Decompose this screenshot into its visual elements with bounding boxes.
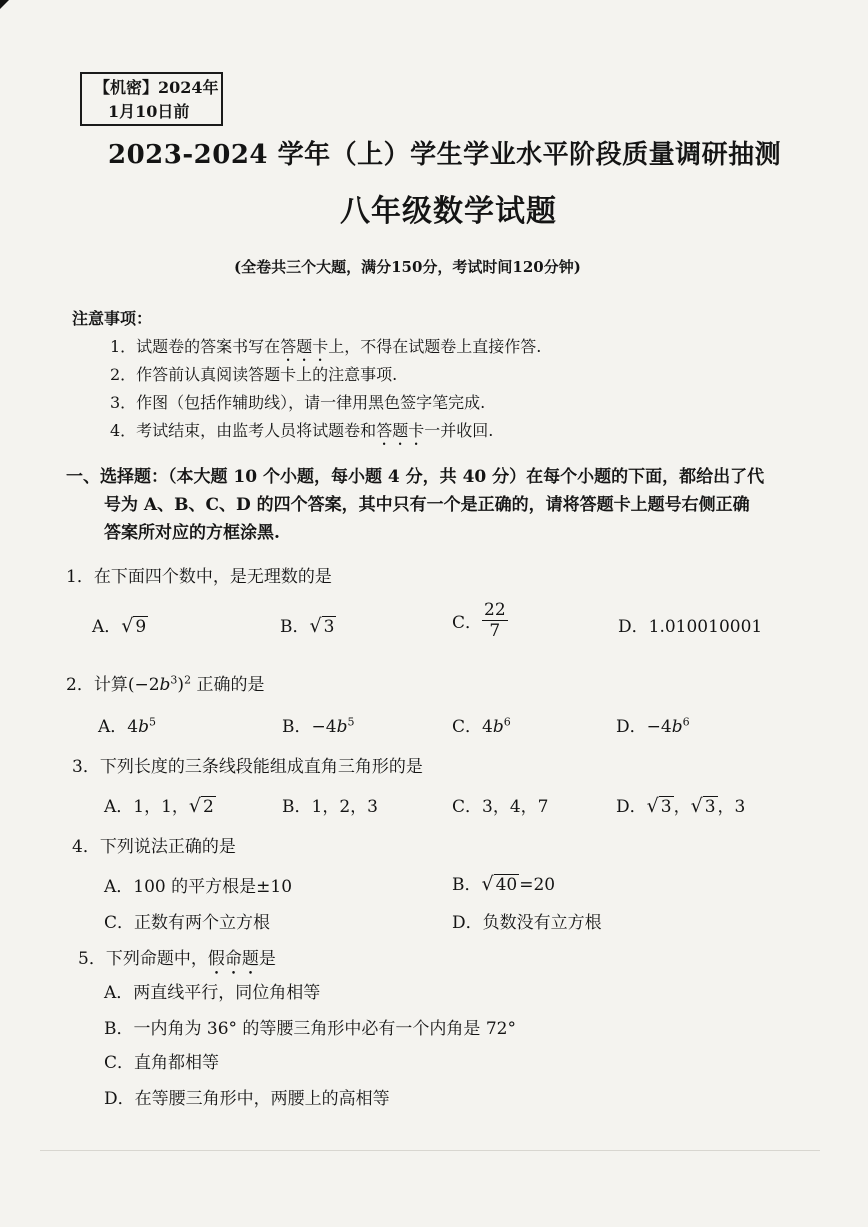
radical-sign: √ <box>646 795 659 817</box>
q3-a-values: 1，1， <box>133 797 189 817</box>
note-1-text-c: 上，不得在试题卷上直接作答. <box>328 337 542 356</box>
section-1-line-2: 号为 A、B、C、D 的四个答案，其中只有一个是正确的，请将答题卡上题号右侧正确 <box>104 495 750 515</box>
q1-c-label: C． <box>452 613 483 633</box>
q4-option-d: D．负数没有立方根 <box>452 913 602 933</box>
section-1-line-3: 答案所对应的方框涂黑. <box>104 523 280 543</box>
q4-b-radicand: 40 <box>495 875 518 895</box>
q5-stem-text-a: 5．下列命题中， <box>78 949 208 969</box>
note-2: 2．作答前认真阅读答题卡上的注意事项. <box>110 365 398 384</box>
notes-heading: 注意事项： <box>72 309 153 328</box>
q2-option-d <box>616 712 690 737</box>
question-5-stem <box>78 944 276 979</box>
q2-stem-text: 2．计算 <box>66 675 128 695</box>
q3-d-radicand-2: 3 <box>704 797 716 817</box>
q2-d-var: b <box>671 717 683 737</box>
q4-b-label: B． <box>452 875 482 895</box>
q2-b-coef: −4 <box>311 717 337 737</box>
note-1-text-a: 1．试题卷的答案书写在 <box>110 337 281 356</box>
q2-b-exp: 5 <box>347 715 355 729</box>
section-1-line-1: 一、选择题：（本大题 10 个小题，每小题 4 分，共 40 分）在每个小题的下面，都给出了代 <box>66 467 765 487</box>
q2-b-label: B． <box>282 717 312 737</box>
q2-b-var: b <box>336 717 348 737</box>
q1-a-radicand: 9 <box>135 617 147 637</box>
fraction-numerator: 22 <box>484 600 506 620</box>
radical-sign: √ <box>121 615 134 637</box>
q5-stem-emphasis: 假命题 <box>207 949 259 969</box>
q5-option-d: D．在等腰三角形中，两腰上的高相等 <box>104 1089 390 1109</box>
fraction-denominator: 7 <box>489 621 501 641</box>
note-4 <box>110 418 493 449</box>
q2-option-c <box>452 712 511 737</box>
q2-c-var: b <box>492 717 504 737</box>
q3-option-d <box>616 792 745 817</box>
q3-a-radicand: 2 <box>203 797 214 817</box>
note-4-emphasis: 答题卡 <box>376 421 425 440</box>
q3-a-label: A． <box>104 797 134 817</box>
q2-a-label: A． <box>98 717 128 737</box>
note-1 <box>110 334 541 365</box>
q5-option-c: C．直角都相等 <box>104 1053 220 1073</box>
note-4-text-a: 4．考试结束，由监考人员将试题卷和 <box>110 421 377 440</box>
q5-stem-text-c: 是 <box>258 949 276 969</box>
q2-d-label: D． <box>616 717 647 737</box>
note-1-emphasis: 答题卡 <box>280 337 329 356</box>
q4-b-tail: =20 <box>519 875 556 895</box>
q3-c-label: C． <box>452 797 483 817</box>
exam-info: (全卷共三个大题，满分150分，考试时间120分钟) <box>234 258 581 276</box>
q2-expr-var: b <box>159 675 171 695</box>
q1-option-a <box>92 612 148 637</box>
q2-a-coef: 4 <box>127 717 139 737</box>
q3-b-values: 1，2，3 <box>311 797 378 817</box>
confidential-line-1: 【机密】2024年 <box>94 78 219 97</box>
question-1-stem: 1．在下面四个数中，是无理数的是 <box>66 567 332 587</box>
q2-stem-tail: 正确的是 <box>191 675 265 695</box>
q1-d-value: 1.010010001 <box>648 617 763 637</box>
q3-d-sqrt-2 <box>691 795 718 817</box>
q3-d-sqrt-1 <box>647 795 674 817</box>
q2-d-coef: −4 <box>646 717 672 737</box>
q3-d-tail: ，3 <box>717 797 746 817</box>
q4-option-a: A．100 的平方根是±10 <box>104 877 293 897</box>
question-2-stem <box>66 670 264 695</box>
q3-d-radicand-1: 3 <box>660 797 672 817</box>
confidential-line-2: 1月10日前 <box>108 102 190 121</box>
q1-b-radicand: 3 <box>323 617 335 637</box>
q3-b-label: B． <box>282 797 312 817</box>
q5-option-a: A．两直线平行，同位角相等 <box>104 983 321 1003</box>
question-4-stem: 4．下列说法正确的是 <box>72 837 236 857</box>
q1-option-c <box>452 600 508 641</box>
q4-b-sqrt <box>482 873 520 895</box>
q3-option-b <box>282 792 378 817</box>
q1-a-sqrt <box>121 615 148 637</box>
q1-option-d <box>618 612 762 637</box>
q2-a-var: b <box>138 717 149 737</box>
q4-option-b <box>452 870 555 895</box>
q1-a-label: A． <box>92 617 122 637</box>
confidential-box <box>80 72 223 126</box>
note-3: 3．作图（包括作辅助线），请一律用黑色签字笔完成. <box>110 393 486 412</box>
question-3-stem: 3．下列长度的三条线段能组成直角三角形的是 <box>72 757 423 777</box>
q2-option-b <box>282 712 354 737</box>
q2-expr-outer-exp: 2 <box>184 673 192 687</box>
q1-b-label: B． <box>280 617 310 637</box>
q2-expr-close: ) <box>177 675 185 695</box>
q3-d-separator: ， <box>673 797 691 817</box>
q3-option-a <box>104 792 216 817</box>
q2-c-coef: 4 <box>482 717 493 737</box>
q2-expr-open: (−2 <box>127 675 160 695</box>
radical-sign: √ <box>188 795 202 817</box>
q3-c-values: 3，4，7 <box>482 797 549 817</box>
q2-d-exp: 6 <box>682 715 690 729</box>
page-fold-line <box>40 1150 820 1151</box>
q4-option-c: C．正数有两个立方根 <box>104 913 271 933</box>
q2-a-exp: 5 <box>149 715 156 729</box>
q3-a-sqrt <box>189 795 216 817</box>
q1-option-b <box>280 612 336 637</box>
q2-c-label: C． <box>452 717 483 737</box>
exam-title: 2023-2024 学年（上）学生学业水平阶段质量调研抽测 <box>108 140 782 170</box>
q1-c-fraction <box>482 600 508 641</box>
q3-option-c <box>452 792 548 817</box>
q1-d-label: D． <box>618 617 649 637</box>
q2-c-exp: 6 <box>503 715 511 729</box>
exam-subtitle: 八年级数学试题 <box>340 194 557 229</box>
note-4-text-c: 一并收回. <box>424 421 494 440</box>
corner-mark <box>0 0 9 9</box>
q1-b-sqrt <box>310 615 337 637</box>
radical-sign: √ <box>309 615 322 637</box>
radical-sign: √ <box>481 873 494 895</box>
radical-sign: √ <box>690 795 703 817</box>
q2-option-a <box>98 712 156 737</box>
q2-expr-exp: 3 <box>170 673 178 687</box>
q5-option-b: B．一内角为 36° 的等腰三角形中必有一个内角是 72° <box>104 1019 516 1039</box>
q3-d-label: D． <box>616 797 647 817</box>
